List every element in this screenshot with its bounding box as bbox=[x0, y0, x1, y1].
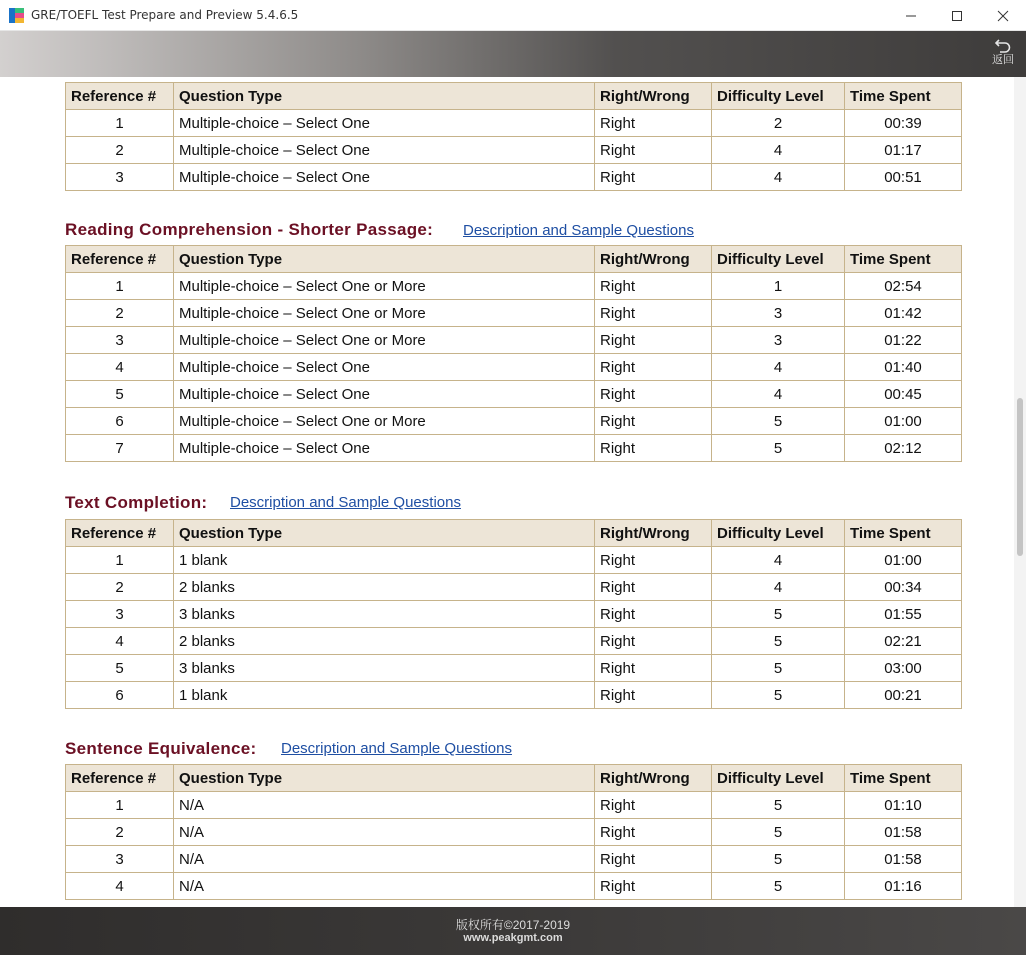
cell-difficulty: 4 bbox=[712, 574, 845, 601]
cell-difficulty: 4 bbox=[712, 164, 845, 191]
cell-time: 00:21 bbox=[845, 682, 962, 709]
section-title-text-completion: Text Completion: bbox=[65, 493, 208, 512]
cell-time: 00:51 bbox=[845, 164, 962, 191]
table-row bbox=[66, 819, 962, 846]
cell-difficulty: 3 bbox=[712, 300, 845, 327]
col-right-wrong: Right/Wrong bbox=[595, 246, 712, 273]
footer-copyright: 版权所有©2017-2019 bbox=[455, 918, 571, 932]
table-row bbox=[66, 601, 962, 628]
app-icon bbox=[9, 8, 24, 23]
cell-time: 00:34 bbox=[845, 574, 962, 601]
link-text-completion-description[interactable]: Description and Sample Questions bbox=[230, 494, 461, 511]
cell-question-type: Multiple-choice – Select One or More bbox=[174, 300, 595, 327]
table-row bbox=[66, 110, 962, 137]
cell-difficulty: 5 bbox=[712, 408, 845, 435]
col-question-type: Question Type bbox=[174, 520, 595, 547]
cell-right-wrong: Right bbox=[595, 628, 712, 655]
section-title-sentence-equivalence: Sentence Equivalence: bbox=[65, 739, 257, 758]
footer bbox=[0, 907, 1026, 955]
col-question-type: Question Type bbox=[174, 246, 595, 273]
cell-difficulty: 1 bbox=[712, 273, 845, 300]
cell-right-wrong: Right bbox=[595, 792, 712, 819]
cell-time: 02:12 bbox=[845, 435, 962, 462]
table-row bbox=[66, 655, 962, 682]
table-row bbox=[66, 682, 962, 709]
cell-right-wrong: Right bbox=[595, 873, 712, 900]
cell-question-type: 2 blanks bbox=[174, 628, 595, 655]
cell-right-wrong: Right bbox=[595, 547, 712, 574]
col-question-type: Question Type bbox=[174, 83, 595, 110]
minimize-button[interactable] bbox=[888, 0, 934, 31]
cell-right-wrong: Right bbox=[595, 354, 712, 381]
cell-difficulty: 3 bbox=[712, 327, 845, 354]
cell-right-wrong: Right bbox=[595, 110, 712, 137]
cell-question-type: Multiple-choice – Select One bbox=[174, 164, 595, 191]
cell-reference: 3 bbox=[66, 327, 174, 354]
col-difficulty: Difficulty Level bbox=[712, 246, 845, 273]
table-row bbox=[66, 381, 962, 408]
cell-reference: 2 bbox=[66, 300, 174, 327]
cell-right-wrong: Right bbox=[595, 435, 712, 462]
cell-reference: 3 bbox=[66, 164, 174, 191]
back-label: 返回 bbox=[992, 53, 1014, 66]
cell-question-type: Multiple-choice – Select One or More bbox=[174, 327, 595, 354]
cell-right-wrong: Right bbox=[595, 408, 712, 435]
link-reading-description[interactable]: Description and Sample Questions bbox=[463, 222, 694, 239]
table-header-row bbox=[66, 83, 962, 110]
cell-right-wrong: Right bbox=[595, 327, 712, 354]
cell-question-type: Multiple-choice – Select One bbox=[174, 354, 595, 381]
cell-difficulty: 4 bbox=[712, 354, 845, 381]
window-title: GRE/TOEFL Test Prepare and Preview 5.4.6.5 bbox=[31, 8, 299, 22]
cell-time: 01:58 bbox=[845, 819, 962, 846]
col-reference: Reference # bbox=[66, 520, 174, 547]
cell-difficulty: 5 bbox=[712, 601, 845, 628]
close-button[interactable] bbox=[980, 0, 1026, 31]
cell-reference: 1 bbox=[66, 110, 174, 137]
maximize-icon bbox=[951, 10, 963, 22]
results-content bbox=[0, 77, 1014, 907]
cell-question-type: 3 blanks bbox=[174, 601, 595, 628]
table-row bbox=[66, 574, 962, 601]
col-time: Time Spent bbox=[845, 246, 962, 273]
table-row bbox=[66, 628, 962, 655]
table-row bbox=[66, 300, 962, 327]
cell-reference: 2 bbox=[66, 574, 174, 601]
cell-time: 01:58 bbox=[845, 846, 962, 873]
table-row bbox=[66, 792, 962, 819]
cell-time: 01:22 bbox=[845, 327, 962, 354]
cell-difficulty: 2 bbox=[712, 110, 845, 137]
cell-right-wrong: Right bbox=[595, 137, 712, 164]
col-time: Time Spent bbox=[845, 520, 962, 547]
cell-question-type: N/A bbox=[174, 873, 595, 900]
table-row bbox=[66, 164, 962, 191]
cell-time: 02:21 bbox=[845, 628, 962, 655]
cell-difficulty: 4 bbox=[712, 137, 845, 164]
cell-reference: 4 bbox=[66, 873, 174, 900]
cell-right-wrong: Right bbox=[595, 273, 712, 300]
col-question-type: Question Type bbox=[174, 765, 595, 792]
close-icon bbox=[997, 10, 1009, 22]
cell-difficulty: 5 bbox=[712, 682, 845, 709]
title-bar bbox=[0, 0, 1026, 31]
table-header-row bbox=[66, 765, 962, 792]
cell-question-type: N/A bbox=[174, 846, 595, 873]
cell-question-type: Multiple-choice – Select One bbox=[174, 137, 595, 164]
cell-question-type: N/A bbox=[174, 792, 595, 819]
cell-question-type: Multiple-choice – Select One bbox=[174, 110, 595, 137]
cell-time: 01:10 bbox=[845, 792, 962, 819]
cell-difficulty: 5 bbox=[712, 792, 845, 819]
cell-reference: 6 bbox=[66, 408, 174, 435]
table-row bbox=[66, 327, 962, 354]
cell-reference: 4 bbox=[66, 354, 174, 381]
cell-time: 03:00 bbox=[845, 655, 962, 682]
cell-question-type: Multiple-choice – Select One bbox=[174, 381, 595, 408]
cell-right-wrong: Right bbox=[595, 682, 712, 709]
col-difficulty: Difficulty Level bbox=[712, 765, 845, 792]
col-difficulty: Difficulty Level bbox=[712, 520, 845, 547]
col-right-wrong: Right/Wrong bbox=[595, 83, 712, 110]
cell-difficulty: 5 bbox=[712, 819, 845, 846]
cell-time: 01:17 bbox=[845, 137, 962, 164]
results-table-reading-comprehension bbox=[65, 245, 962, 462]
table-row bbox=[66, 273, 962, 300]
col-right-wrong: Right/Wrong bbox=[595, 765, 712, 792]
results-table-section-0 bbox=[65, 82, 962, 191]
cell-reference: 3 bbox=[66, 601, 174, 628]
cell-right-wrong: Right bbox=[595, 574, 712, 601]
cell-reference: 6 bbox=[66, 682, 174, 709]
cell-difficulty: 5 bbox=[712, 846, 845, 873]
table-row bbox=[66, 846, 962, 873]
back-button[interactable] bbox=[986, 36, 1020, 72]
cell-question-type: 1 blank bbox=[174, 682, 595, 709]
scrollbar-thumb[interactable] bbox=[1017, 398, 1023, 556]
cell-time: 00:39 bbox=[845, 110, 962, 137]
cell-difficulty: 4 bbox=[712, 547, 845, 574]
cell-difficulty: 5 bbox=[712, 435, 845, 462]
cell-question-type: 2 blanks bbox=[174, 574, 595, 601]
cell-right-wrong: Right bbox=[595, 846, 712, 873]
col-time: Time Spent bbox=[845, 83, 962, 110]
col-reference: Reference # bbox=[66, 83, 174, 110]
cell-right-wrong: Right bbox=[595, 655, 712, 682]
maximize-button[interactable] bbox=[934, 0, 980, 31]
cell-right-wrong: Right bbox=[595, 381, 712, 408]
link-sentence-equivalence-description[interactable]: Description and Sample Questions bbox=[281, 740, 512, 757]
cell-time: 01:55 bbox=[845, 601, 962, 628]
cell-reference: 1 bbox=[66, 547, 174, 574]
cell-difficulty: 5 bbox=[712, 628, 845, 655]
section-title-reading-comprehension: Reading Comprehension - Shorter Passage: bbox=[65, 220, 434, 239]
cell-time: 02:54 bbox=[845, 273, 962, 300]
cell-time: 01:00 bbox=[845, 408, 962, 435]
cell-reference: 2 bbox=[66, 819, 174, 846]
col-reference: Reference # bbox=[66, 765, 174, 792]
results-table-text-completion bbox=[65, 519, 962, 709]
cell-time: 01:16 bbox=[845, 873, 962, 900]
vertical-scrollbar[interactable] bbox=[1014, 77, 1026, 907]
table-row bbox=[66, 547, 962, 574]
table-row bbox=[66, 873, 962, 900]
table-header-row bbox=[66, 520, 962, 547]
cell-reference: 5 bbox=[66, 381, 174, 408]
cell-question-type: 3 blanks bbox=[174, 655, 595, 682]
back-arrow-icon bbox=[994, 36, 1012, 54]
cell-reference: 1 bbox=[66, 792, 174, 819]
cell-right-wrong: Right bbox=[595, 601, 712, 628]
app-header bbox=[0, 31, 1026, 77]
results-table-sentence-equivalence bbox=[65, 764, 962, 900]
cell-reference: 3 bbox=[66, 846, 174, 873]
cell-difficulty: 4 bbox=[712, 381, 845, 408]
col-difficulty: Difficulty Level bbox=[712, 83, 845, 110]
col-right-wrong: Right/Wrong bbox=[595, 520, 712, 547]
cell-right-wrong: Right bbox=[595, 300, 712, 327]
cell-time: 01:42 bbox=[845, 300, 962, 327]
footer-website: www.peakgmt.com bbox=[463, 932, 563, 944]
cell-question-type: 1 blank bbox=[174, 547, 595, 574]
cell-reference: 1 bbox=[66, 273, 174, 300]
cell-reference: 7 bbox=[66, 435, 174, 462]
cell-reference: 2 bbox=[66, 137, 174, 164]
cell-time: 00:45 bbox=[845, 381, 962, 408]
cell-difficulty: 5 bbox=[712, 655, 845, 682]
table-row bbox=[66, 354, 962, 381]
cell-question-type: Multiple-choice – Select One or More bbox=[174, 408, 595, 435]
col-reference: Reference # bbox=[66, 246, 174, 273]
cell-time: 01:00 bbox=[845, 547, 962, 574]
cell-reference: 5 bbox=[66, 655, 174, 682]
table-row bbox=[66, 435, 962, 462]
cell-question-type: Multiple-choice – Select One or More bbox=[174, 273, 595, 300]
cell-right-wrong: Right bbox=[595, 819, 712, 846]
table-header-row bbox=[66, 246, 962, 273]
cell-difficulty: 5 bbox=[712, 873, 845, 900]
col-time: Time Spent bbox=[845, 765, 962, 792]
minimize-icon bbox=[905, 10, 917, 22]
cell-question-type: N/A bbox=[174, 819, 595, 846]
cell-question-type: Multiple-choice – Select One bbox=[174, 435, 595, 462]
cell-time: 01:40 bbox=[845, 354, 962, 381]
cell-reference: 4 bbox=[66, 628, 174, 655]
cell-right-wrong: Right bbox=[595, 164, 712, 191]
table-row bbox=[66, 408, 962, 435]
table-row bbox=[66, 137, 962, 164]
